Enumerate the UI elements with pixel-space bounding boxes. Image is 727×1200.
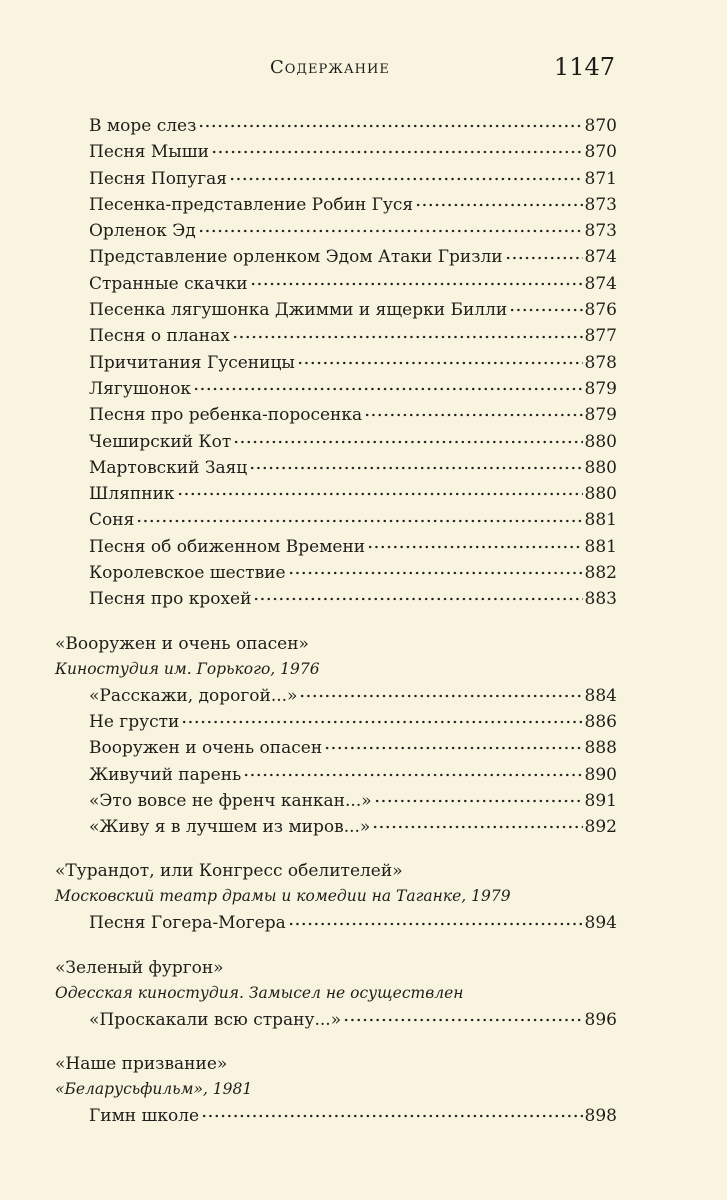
entry-title: Живучий парень xyxy=(89,764,242,785)
entry-title: Шляпник xyxy=(89,484,175,505)
entry-page: 892 xyxy=(584,817,617,838)
section-subtitle: Одесская киностудия. Замысел не осуществлен xyxy=(55,983,464,1002)
toc-entry xyxy=(55,113,617,139)
toc-entry xyxy=(55,218,617,244)
entry-page: 891 xyxy=(584,790,617,811)
entry-page: 886 xyxy=(584,711,617,732)
entry-title: Песня об обиженном Времени xyxy=(89,536,366,557)
section-heading: «Зеленый фургон» xyxy=(55,957,224,978)
dot-leader xyxy=(249,456,582,473)
entry-page: 870 xyxy=(584,116,617,136)
toc-entry xyxy=(55,507,617,533)
entry-page: 884 xyxy=(584,685,617,706)
dot-leader xyxy=(372,815,582,832)
entry-page: 880 xyxy=(584,484,617,505)
entry-title: Гимн школе xyxy=(89,1106,200,1127)
entry-page: 871 xyxy=(584,168,617,189)
entry-title: Причитания Гусеницы xyxy=(89,352,295,373)
toc-entry xyxy=(55,376,617,402)
entry-title: «Живу я в лучшем из миров...» xyxy=(89,817,371,838)
entry-title: Песня о планах xyxy=(89,326,230,347)
dot-leader xyxy=(177,482,583,499)
toc-entry xyxy=(55,1103,617,1129)
toc-entry xyxy=(55,560,617,586)
entry-title: «Расскажи, дорогой...» xyxy=(89,685,298,706)
dot-leader xyxy=(343,1008,582,1025)
dot-leader xyxy=(324,736,582,753)
entry-page: 894 xyxy=(584,913,617,934)
dot-leader xyxy=(250,272,583,289)
section-subtitle: Московский театр драмы и комедии на Таганке, 1979 xyxy=(55,887,511,906)
entry-page: 881 xyxy=(584,510,617,531)
toc-section xyxy=(55,858,617,936)
toc-entry xyxy=(55,402,617,428)
page-number: 1147 xyxy=(553,53,615,81)
entry-page: 877 xyxy=(584,326,617,347)
section-heading: «Турандот, или Конгресс обелителей» xyxy=(55,861,403,882)
toc-sections xyxy=(55,631,617,1130)
dot-leader xyxy=(211,140,583,157)
toc-entry xyxy=(55,166,617,192)
entry-title: Мартовский Заяц xyxy=(89,457,248,478)
dot-leader xyxy=(374,789,583,806)
dot-leader xyxy=(232,324,583,341)
entry-page: 890 xyxy=(584,764,617,785)
toc-entry xyxy=(55,481,617,507)
dot-leader xyxy=(367,535,582,552)
toc-section xyxy=(55,1051,617,1129)
dot-leader xyxy=(233,430,582,447)
entry-title: Песенка лягушонка Джимми и ящерки Билли xyxy=(89,300,508,321)
running-title: Содержание xyxy=(270,57,390,78)
entry-page: 878 xyxy=(584,352,617,373)
toc-entry xyxy=(55,534,617,560)
entry-title: Вооружен и очень опасен xyxy=(89,738,323,759)
dot-leader xyxy=(288,561,583,578)
dot-leader xyxy=(193,377,582,394)
entry-title: Песня Гогера-Могера xyxy=(89,913,286,934)
entry-title: Лягушонок xyxy=(89,378,192,399)
dot-leader xyxy=(299,684,582,701)
entry-title: Песня Мыши xyxy=(89,142,209,163)
dot-leader xyxy=(136,508,582,525)
toc-entry xyxy=(55,323,617,349)
toc-entry xyxy=(55,709,617,735)
toc-entry xyxy=(55,192,617,218)
entry-title: Песня про крохей xyxy=(89,589,252,610)
entry-page: 874 xyxy=(584,247,617,268)
entry-page: 882 xyxy=(584,563,617,584)
entry-page: 873 xyxy=(584,194,617,215)
dot-leader xyxy=(253,587,582,604)
dot-leader xyxy=(509,298,582,315)
dot-leader xyxy=(243,763,582,780)
entry-title: В море слез xyxy=(89,116,197,136)
toc-entry xyxy=(55,297,617,323)
toc-entry xyxy=(55,139,617,165)
toc-entry xyxy=(55,788,617,814)
entry-title: Королевское шествие xyxy=(89,563,286,584)
entry-page: 870 xyxy=(584,142,617,163)
toc-entry xyxy=(55,586,617,612)
dot-leader xyxy=(201,1104,582,1121)
toc-entry xyxy=(55,683,617,709)
toc-entry xyxy=(55,271,617,297)
entry-page: 888 xyxy=(584,738,617,759)
table-of-contents xyxy=(55,113,617,1129)
dot-leader xyxy=(229,167,583,184)
entry-title: Странные скачки xyxy=(89,273,248,294)
toc-entry xyxy=(55,244,617,270)
toc-entry xyxy=(55,910,617,936)
toc-entry xyxy=(55,429,617,455)
entry-page: 898 xyxy=(584,1106,617,1127)
toc-entry xyxy=(55,762,617,788)
entry-page: 874 xyxy=(584,273,617,294)
entry-title: Представление орленком Эдом Атаки Гризли xyxy=(89,247,503,268)
entry-page: 879 xyxy=(584,405,617,426)
entry-title: «Проскакали всю страну...» xyxy=(89,1009,342,1030)
entry-title: Песенка-представление Робин Гуся xyxy=(89,194,414,215)
dot-leader xyxy=(181,710,582,727)
entry-page: 879 xyxy=(584,378,617,399)
toc-entry xyxy=(55,455,617,481)
entry-title: Песня про ребенка-поросенка xyxy=(89,405,363,426)
section-subtitle: «Беларусьфильм», 1981 xyxy=(55,1080,253,1099)
entry-page: 881 xyxy=(584,536,617,557)
toc-entry xyxy=(55,814,617,840)
entry-title: «Это вовсе не френч канкан...» xyxy=(89,790,372,811)
entry-title: Песня Попугая xyxy=(89,168,228,189)
entry-title: Не грусти xyxy=(89,711,180,732)
entry-title: Соня xyxy=(89,510,135,531)
entry-page: 873 xyxy=(584,221,617,242)
dot-leader xyxy=(505,245,583,262)
entry-page: 880 xyxy=(584,431,617,452)
entry-page: 880 xyxy=(584,457,617,478)
toc-entry xyxy=(55,1007,617,1033)
toc-entry xyxy=(55,735,617,761)
toc-group xyxy=(55,113,617,613)
dot-leader xyxy=(198,219,583,236)
dot-leader xyxy=(415,193,582,210)
toc-entry xyxy=(55,350,617,376)
dot-leader xyxy=(288,911,583,928)
entry-page: 896 xyxy=(584,1009,617,1030)
section-heading: «Наше призвание» xyxy=(55,1054,228,1075)
running-header xyxy=(55,53,615,89)
toc-section xyxy=(55,631,617,841)
section-heading: «Вооружен и очень опасен» xyxy=(55,633,309,654)
dot-leader xyxy=(364,403,582,420)
dot-leader xyxy=(198,114,582,131)
toc-section xyxy=(55,955,617,1033)
entry-page: 876 xyxy=(584,300,617,321)
section-subtitle: Киностудия им. Горького, 1976 xyxy=(55,659,320,678)
entry-title: Чеширский Кот xyxy=(89,431,232,452)
entry-title: Орленок Эд xyxy=(89,221,196,242)
entry-page: 883 xyxy=(584,589,617,610)
dot-leader xyxy=(297,351,583,368)
